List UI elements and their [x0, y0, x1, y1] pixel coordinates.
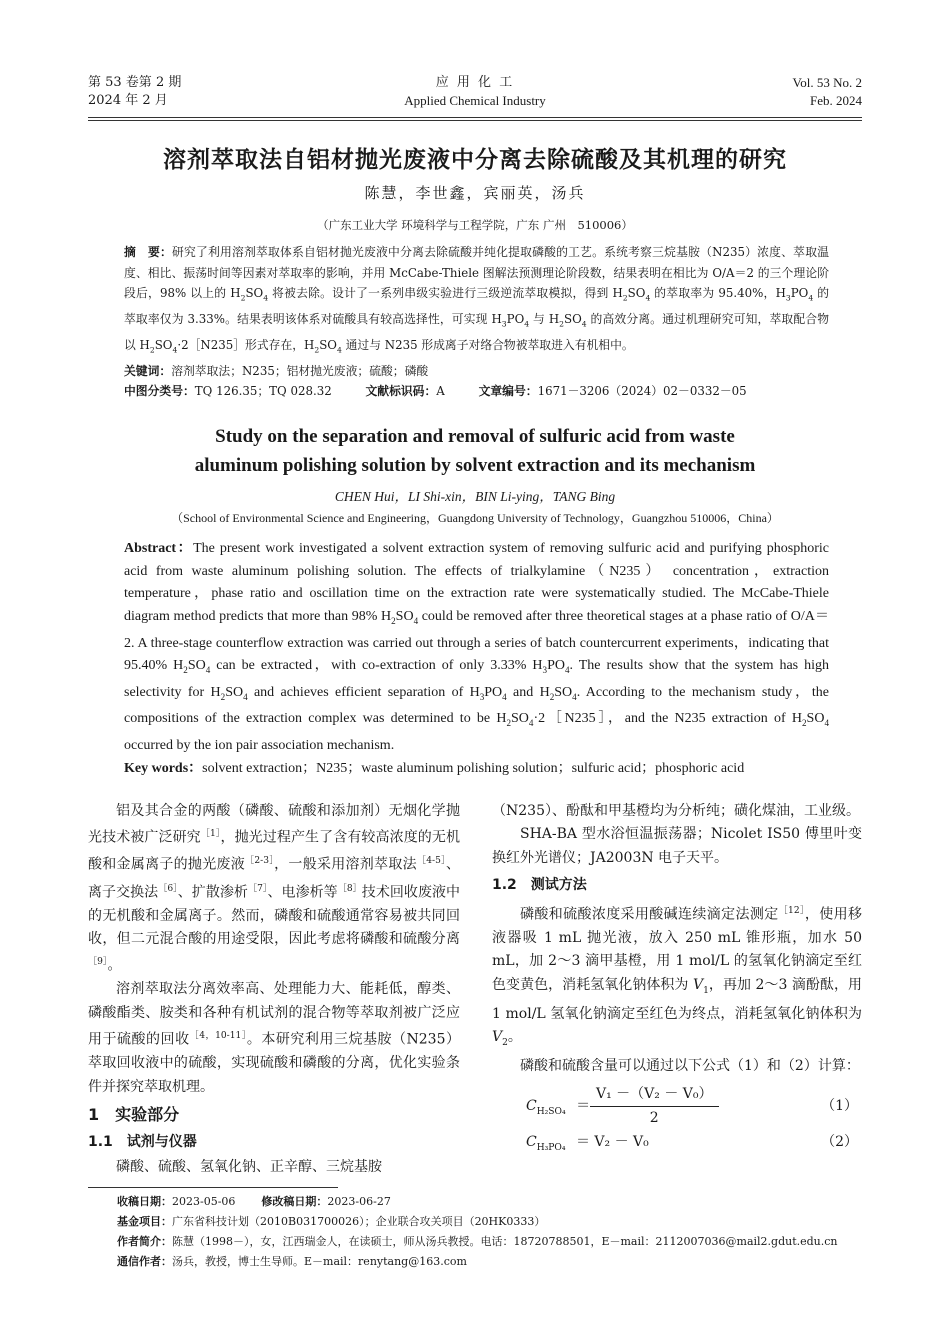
abstract-en-label: Abstract：: [124, 541, 194, 556]
eq2-rhs: ＝ V₂ － V₀: [575, 1133, 649, 1150]
authors-cn: 陈慧，李世鑫，宾丽英，汤兵: [364, 184, 586, 202]
abstract-cn: [124, 242, 829, 401]
clc-number: 中图分类号：TQ 126.35；TQ 028.32: [124, 383, 332, 398]
dates-footnote: 收稿日期：2023-05-06 修改稿日期：2023-06-27: [117, 1195, 391, 1208]
affiliation-en: （School of Environmental Science and Engineering，Guangdong University of Technology，Guangzhou 510006，China）: [171, 511, 779, 525]
eq2-lhs: C: [526, 1133, 537, 1150]
intro-paragraph-2: 溶剂萃取法分离效率高、处理能力大、能耗低，醇类、磷酸酯类、胺类和各种有机试剂的混合物等萃取剂被广泛应用于硫酸的回收$^{[4,10-11]}$。本研究利用三烷基胺（N235）萃取回收液中的硫酸，实现硫酸和磷酸的分离，优化实验条件并探究萃取机理。: [88, 981, 461, 1095]
document-code: 文献标识码：A: [365, 383, 445, 398]
volume-issue-cn: 第 53 卷第 2 期: [88, 75, 182, 90]
section-heading-1: 1 实验部分: [88, 1105, 180, 1125]
keywords-en: Key words：solvent extraction；N235；waste aluminum polishing solution；sulfuric acid；phosphoric acid: [124, 760, 745, 776]
eq1-subscript: H₂SO₄: [536, 1106, 566, 1117]
abstract-cn-text: 摘 要：研究了利用溶剂萃取体系自铝材抛光废液中分离去除硫酸并纯化提取磷酸的工艺。系统考察三烷基胺（N235）浓度、萃取温度、相比、振荡时间等因素对萃取率的影响，并用 McCabe-Thiele 图解法预测理论阶段数，结果表明在相比为 O/A＝2 的三个理论阶段后，98% 以上的 $H_2SO_4$ 将被去除。设计了一系列串级实验进行三级逆流萃取模拟，得到 $H_2SO_4$ 的萃取率为 95.40%，$H_3PO_4$ 的萃取率仅为 3.33%。结果表明该体系对硫酸具有较高选择性，可实现 $H_3PO_4$ 与 $H_2SO_4$ 的高效分离。通过机理研究可知，萃取配合物以 $H_2SO_4\cdot 2[N235]$形式存在，$H_2SO_4$ 通过与 N235 形成离子对络合物被萃取进入有机相中。: [124, 245, 829, 355]
keywords-cn: 关键词：溶剂萃取法；N235；铝材抛光废液；硫酸；磷酸: [124, 363, 429, 378]
paper-title-en: Study on the separation and removal of sulfuric acid from waste aluminum polishing solution by solvent extraction and its mechanism: [194, 426, 756, 476]
journal-issue-en: [793, 74, 862, 110]
date-cn: 2024 年 2 月: [88, 93, 168, 108]
footnotes: [117, 1192, 862, 1272]
author-footnote: 作者简介：陈慧（1998－），女，江西瑞金人，在读硕士，师从汤兵教授。电话：18720788501，E－mail：2112007036@mail2.gdut.edu.cn: [117, 1235, 838, 1248]
journal-name-en: Applied Chemical Industry: [404, 93, 546, 108]
corresponding-author-footnote: 通信作者：汤兵，教授，博士生导师。E－mail：renytang@163.com: [117, 1255, 467, 1268]
classification-cn: [124, 381, 829, 401]
section-heading-1-2: 1.2 测试方法: [492, 877, 587, 894]
journal-name-cn: 应 用 化 工: [435, 75, 515, 90]
eq1-equals: ＝: [576, 1097, 591, 1114]
body-column-right: [492, 800, 862, 1159]
paper-title-cn: 溶剂萃取法自铝材抛光废液中分离去除硫酸及其机理的研究: [163, 147, 787, 173]
eq2-subscript: H₃PO₄: [536, 1142, 566, 1153]
footnote-rule: [88, 1187, 338, 1188]
authors-en: CHEN Hui，LI Shi-xin，BIN Li-ying，TANG Bing: [334, 489, 616, 504]
intro-paragraph-1: 铝及其合金的两酸（磷酸、硫酸和添加剂）无烟化学抛光技术被广泛研究$^{[1]}$，抛光过程产生了含有较高浓度的无机酸和金属离子的抛光废液$^{[2-3]}$，一般采用溶剂萃取法$^{[4-5]}$、离子交换法$^{[6]}$、扩散渗析$^{[7]}$、电渗析等$^{[8]}$技术回收废液中的无机酸和金属离子。然而，磷酸和硫酸通常容易被共同回收，但二元混合酸的用途受限，因此考虑将磷酸和硫酸分离$^{[9]}$。: [88, 803, 461, 975]
fund-footnote: 基金项目：广东省科技计划（2010B031700026）；企业联合攻关项目（20HK0333）: [117, 1215, 546, 1228]
date-en: Feb. 2024: [810, 93, 862, 108]
equation-2: [492, 1129, 862, 1159]
method-paragraph: 磷酸和硫酸浓度采用酸碱连续滴定法测定$^{[12]}$，使用移液器吸 1 mL 抛光液，放入 250 mL 锥形瓶，加水 50 mL，加 2～3 滴甲基橙，用 1 mol/L 的氢氧化钠滴定至红色变黄色，消耗氢氧化钠体积为 $V_1$，再加 2～3 滴酚酞，用 1 mol/L 氢氧化钠滴定至红色为终点，消耗氢氧化钠体积为 $V_2$。: [492, 905, 863, 1048]
eq1-lhs: C: [526, 1097, 537, 1114]
reagents-continued: （N235）、酚酞和甲基橙均为分析纯；磺化煤油，工业级。: [492, 803, 860, 819]
abstract-en-text: Abstract：The present work investigated a solvent extraction system of removing sulfuric acid and purifying phosphoric acid from waste aluminum polishing solution. The effects of trialkylamine（N235） concentration，extraction temperature，phase ratio and oscillation time on the extraction rate were systematically studied. The McCabe-Thiele diagram method predicts that more than 98% $H_2SO_4$ could be removed after three theoretical stages at a phase ratio of O/A＝2. A three-stage counterflow extraction was carried out through a series of batch countercurrent experiments，indicating that 95.40% $H_2SO_4$ can be extracted，with co-extraction of only 3.33% $H_3PO_4$. The results show that the system has high selectivity for $H_2SO_4$ and achieves efficient separation of $H_3PO_4$ and $H_2SO_4$. According to the mechanism study，the compositions of the extraction complex was determined to be $H_2SO_4\cdot 2[N235]$，and the N235 extraction of $H_2SO_4$ occurred by the ion pair association mechanism.: [124, 541, 829, 753]
abstract-en: [124, 538, 829, 780]
instruments-paragraph: SHA-BA 型水浴恒温振荡器；Nicolet IS50 傅里叶变换红外光谱仪；JA2003N 电子天平。: [492, 826, 862, 866]
affiliation-cn: （广东工业大学 环境科学与工程学院，广东 广州 510006）: [317, 218, 633, 232]
reagents-paragraph: 磷酸、硫酸、氢氧化钠、正辛醇、三烷基胺: [116, 1158, 382, 1175]
body-column-left: [88, 800, 460, 1179]
header-rule-bottom: [88, 120, 862, 121]
article-number: 文章编号：1671－3206（2024）02－0332－05: [478, 383, 747, 398]
section-heading-1-1: 1.1 试剂与仪器: [88, 1133, 197, 1150]
eq1-denominator: 2: [649, 1110, 659, 1127]
header-rule-top: [88, 117, 862, 118]
abstract-cn-label: 摘 要：: [124, 245, 173, 259]
eq1-number: （1）: [821, 1097, 858, 1114]
formula-intro: 磷酸和硫酸含量可以通过以下公式（1）和（2）计算：: [520, 1058, 860, 1075]
volume-issue-en: Vol. 53 No. 2: [792, 75, 862, 90]
eq1-numerator: V₁ －（V₂ － V₀）: [590, 1083, 719, 1107]
equation-1: [492, 1083, 862, 1129]
eq2-number: （2）: [821, 1133, 858, 1150]
